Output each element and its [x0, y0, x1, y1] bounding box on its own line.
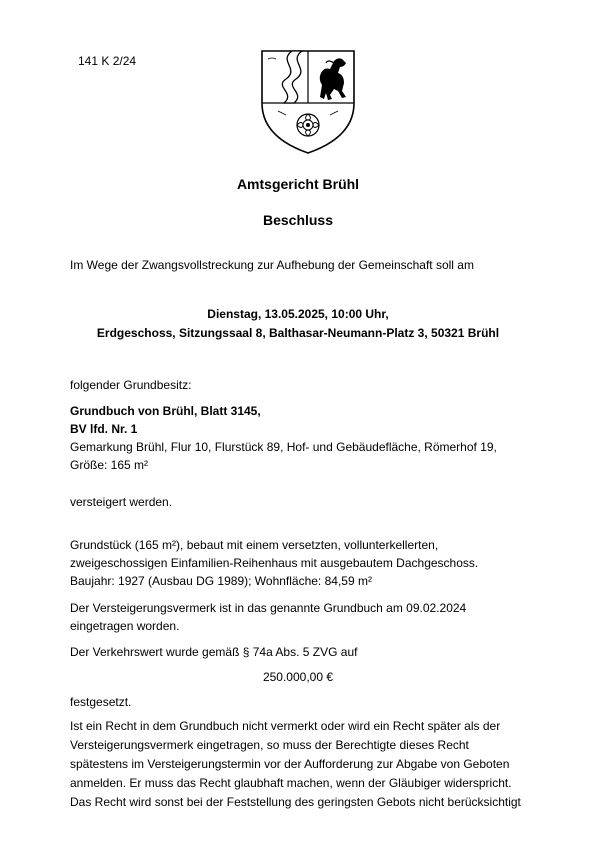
court-name: Amtsgericht Brühl — [236, 176, 360, 192]
valuation-amount: 250.000,00 € — [262, 670, 334, 684]
property-entry: BV lfd. Nr. 1 — [70, 422, 138, 436]
valuation-closing: festgesetzt. — [70, 695, 132, 709]
intro-text: Im Wege der Zwangsvollstreckung zur Aufhebung der Gemeinschaft soll am — [70, 258, 474, 272]
document-title: Beschluss — [262, 212, 334, 228]
building-line-3: Baujahr: 1927 (Ausbau DG 1989); Wohnfläche: 84,59 m² — [70, 574, 372, 588]
registration-line-1: Der Versteigerungsvermerk ist in das genannte Grundbuch am 09.02.2024 — [70, 601, 467, 615]
file-number: 141 K 2/24 — [78, 54, 137, 68]
property-intro: folgender Grundbesitz: — [70, 378, 192, 392]
property-register: Grundbuch von Brühl, Blatt 3145, — [70, 404, 261, 418]
nrw-coat-of-arms-icon — [258, 45, 358, 157]
rights-notice-line-2: Versteigerungsvermerk eingetragen, so muss der Berechtigte dieses Recht — [70, 738, 469, 752]
rights-notice-line-5: Das Recht wird sonst bei der Feststellung des geringsten Gebots nicht berücksichtigt — [70, 795, 521, 809]
auction-phrase: versteigert werden. — [70, 495, 173, 509]
property-size: Größe: 165 m² — [70, 458, 149, 472]
rights-notice-line-1: Ist ein Recht in dem Grundbuch nicht vermerkt oder wird ein Recht später als der — [70, 719, 501, 733]
building-line-2: zweigeschossigen Einfamilien-Reihenhaus mit ausgebautem Dachgeschoss. — [70, 556, 479, 570]
registration-line-2: eingetragen worden. — [70, 619, 180, 633]
rights-notice-line-4: anmelden. Er muss das Recht glaubhaft machen, wenn der Gläubiger widerspricht. — [70, 776, 512, 790]
rights-notice-line-3: spätestens im Versteigerungstermin vor der Aufforderung zur Abgabe von Geboten — [70, 757, 510, 771]
appointment-location: Erdgeschoss, Sitzungssaal 8, Balthasar-Neumann-Platz 3, 50321 Brühl — [96, 326, 500, 340]
valuation-line: Der Verkehrswert wurde gemäß § 74a Abs. 5 ZVG auf — [70, 645, 358, 659]
building-line-1: Grundstück (165 m²), bebaut mit einem versetzten, vollunterkellerten, — [70, 538, 439, 552]
property-description: Gemarkung Brühl, Flur 10, Flurstück 89, Hof- und Gebäudefläche, Römerhof 19, — [70, 440, 497, 454]
appointment-date: Dienstag, 13.05.2025, 10:00 Uhr, — [207, 307, 389, 321]
